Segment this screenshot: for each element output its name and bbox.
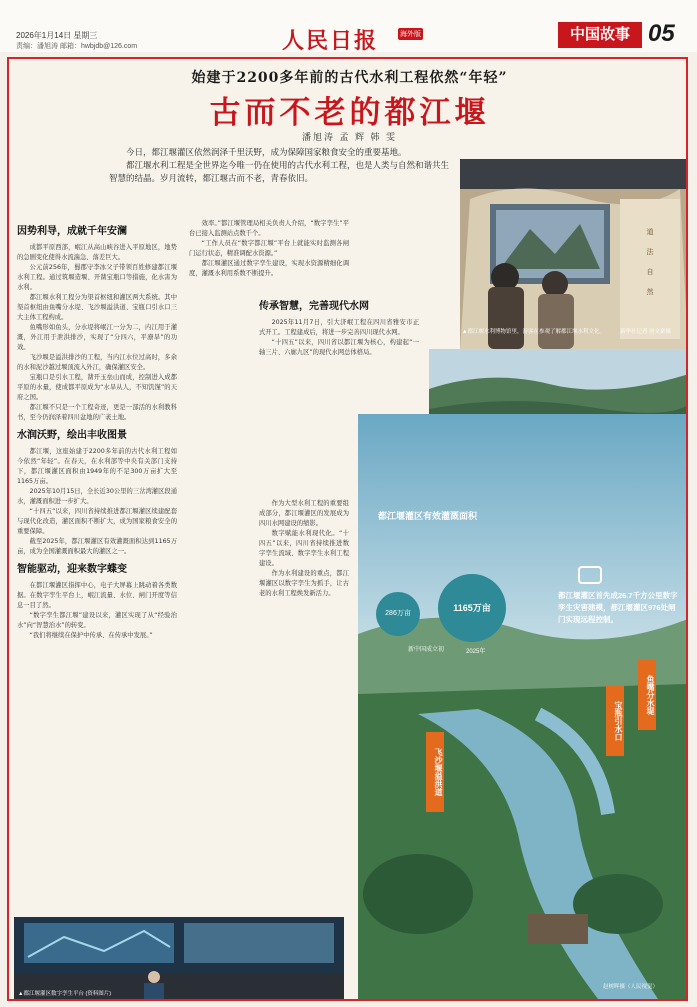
label-feishayan: 飞沙堰溢洪道	[426, 732, 444, 812]
label-yuzui: 鱼嘴分水堤	[638, 660, 656, 730]
digital-twin-text: 都江堰灌区首先成26.7千方公里数字孪生灾害建模，都江堰灌区976处闸门实现远程控制。	[558, 591, 678, 624]
body-paragraph: 公元前256年，蜀郡守李冰父子带领百姓修建都江堰水利工程。通过筑堰造堰、开凿宝瓶口等措施，化水害为水利。	[17, 264, 177, 291]
body-paragraph: 2025年11月7日，引大济岷工程在四川省雅安市正式开工。工程建成后，将进一步完善四川现代水网。	[259, 319, 419, 336]
label-2025: 2025年	[466, 649, 486, 655]
body-paragraph: 效率。”都江堰管理局相关负责人介绍，“数字孪生”平台已接入监测站点数千个。	[189, 220, 349, 237]
museum-photo	[460, 159, 688, 349]
page-number: 05	[648, 20, 675, 47]
article-frame	[7, 57, 688, 1001]
body-paragraph: “十四五”以来，四川省以都江堰为核心，构建起“一轴三片、六廊九区”的现代水网总体格局。	[259, 339, 419, 356]
newspaper-logo-sub: 海外版	[398, 28, 423, 40]
body-paragraph: 截至2025年，都江堰灌区有效灌溉面积达到1165万亩，成为全国灌溉面积最大的灌区之一。	[17, 538, 177, 555]
svg-text:法: 法	[646, 248, 654, 256]
lead-paragraph: 今日，都江堰灌区依然润泽千里沃野，成为保障国家粮食安全的重要基地。	[126, 148, 407, 158]
masthead	[0, 0, 697, 52]
bottom-left-caption: ▲都江堰灌区数字孪生平台 (资料图片)	[18, 991, 112, 997]
newspaper-logo: 人民日报	[282, 28, 379, 54]
body-paragraph: 都江堰不只是一个工程奇迹，更是一部活的水利教科书，至今仍润泽着四川盆地的广袤土地。	[17, 404, 177, 421]
body-paragraph: 在都江堰灌区指挥中心，电子大屏幕上跳动着各类数据。在数字孪生平台上，岷江流量、水位、闸门开度等信息一目了然。	[17, 582, 177, 609]
body-paragraph: 数字赋能水利现代化。“十四五”以来，四川省持续推进数字孪生流域、数字孪生水利工程建设。	[259, 530, 349, 567]
body-paragraph: 飞沙堰是溢洪排沙的工程，当内江水位过高时，多余的水和泥沙越过堰顶流入外江，确保灌区安全。	[17, 354, 177, 371]
section-label: 中国故事	[558, 22, 642, 48]
issue-date: 2026年1月14日 星期三	[16, 31, 98, 40]
article-lead	[109, 147, 449, 186]
wifi-icon	[578, 566, 602, 584]
museum-illustration	[460, 159, 688, 349]
editor-info: 责编：潘旭涛 邮箱：hwbjdb@126.com	[16, 43, 138, 50]
label-1949: 新中国成立初	[408, 647, 445, 653]
infographic-title: 都江堰灌区有效灌溉面积	[378, 511, 478, 521]
column-right-narrow	[259, 499, 349, 899]
body-paragraph: 都江堰水利工程分为渠首枢纽和灌区两大系统。其中渠首枢纽由鱼嘴分水堤、飞沙堰溢洪道、宝瓶口引水口三大主体工程构成。	[17, 294, 177, 321]
article-byline: 潘旭涛 孟 辉 韩 雯	[301, 132, 397, 142]
control-center-illustration	[14, 917, 344, 999]
value-1949-bubble: 286万亩	[376, 592, 420, 636]
article-kicker: 始建于2200多年前的古代水利工程依然“年轻”	[191, 70, 508, 86]
body-paragraph: “十四五”以来，四川省持续推进都江堰灌区续建配套与现代化改造，灌区面积不断扩大，成为国家粮食安全的重要保障。	[17, 508, 177, 535]
svg-text:自: 自	[646, 268, 654, 276]
body-paragraph: 成都平原西部，岷江从高山峡谷进入平原地区，地势的急剧变化使得水流湍急、落差巨大。	[17, 244, 177, 261]
section-title: 传承智慧，完善现代水网	[259, 301, 369, 312]
svg-text:然: 然	[646, 288, 654, 296]
irrigation-infographic	[358, 414, 688, 999]
section-title: 因势利导，成就千年安澜	[17, 226, 127, 237]
body-paragraph: “我们将继续在保护中传承、在传承中发展。”	[29, 632, 153, 639]
section-title: 水润沃野，绘出丰收图景	[17, 430, 127, 441]
body-paragraph: 都江堰灌区通过数字孪生建设，实现水资源精细化调度，灌溉水利用系数不断提升。	[189, 260, 349, 277]
body-paragraph: 作为大型水利工程的重要组成部分，都江堰灌区的发展成为四川水网建设的缩影。	[259, 500, 349, 527]
museum-caption-credit: 新华社记者 唐文豪摄	[620, 329, 672, 335]
label-baopingkou: 宝瓶引水口	[606, 686, 624, 756]
section-title: 智能驱动，迎来数字蝶变	[17, 564, 127, 575]
body-paragraph: “数字孪生都江堰”建设以来，灌区实现了从“经验治水”向“智慧治水”的转变。	[17, 612, 177, 629]
control-center-photo	[14, 917, 344, 999]
museum-caption: ▲都江堰水利博物馆里，游客在参观了解都江堰水利文化。	[462, 329, 605, 335]
body-paragraph: 作为水利建设的重点，都江堰灌区以数字孪生为抓手，让古老的水利工程焕发新活力。	[259, 570, 349, 597]
body-paragraph: 都江堰，这座始建于2200多年前的古代水利工程如今依然“年轻”。在春天，在水利部等中央有关部门支持下，都江堰灌区面积由1949年的不足300万亩扩大至1165万亩。	[17, 448, 177, 485]
value-2025-bubble: 1165万亩	[438, 574, 506, 642]
landscape-credit: 赵树晖摄（人民视觉）	[603, 984, 659, 990]
body-paragraph: 2025年10月15日，全长近30公里的三岔湾灌区段通水，灌溉面积进一步扩大。	[17, 488, 177, 505]
svg-text:道: 道	[646, 228, 654, 236]
body-paragraph: “工作人员在“数字都江堰”平台上就能实时监测各闸门运行状态，精准调配水资源。”	[189, 240, 349, 257]
column-left	[17, 219, 177, 909]
body-paragraph: 宝瓶口是引水工程，凿开玉垒山而成，控制进入成都平原的水量，使成都平原成为“水旱从人，不知饥馑”的天府之国。	[17, 374, 177, 401]
article-headline: 古而不老的都江堰	[209, 95, 490, 131]
lead-paragraph: 都江堰水利工程是全世界迄今唯一仍在使用的古代水利工程，也是人类与自然和谐共生智慧的结晶。岁月流转，都江堰古而不老，青春依旧。	[109, 161, 450, 184]
body-paragraph: 鱼嘴形如鱼头，分水堤将岷江一分为二，内江用于灌溉，外江用于泄洪排沙，实现了“分四六，平潦旱”的功效。	[17, 324, 177, 351]
